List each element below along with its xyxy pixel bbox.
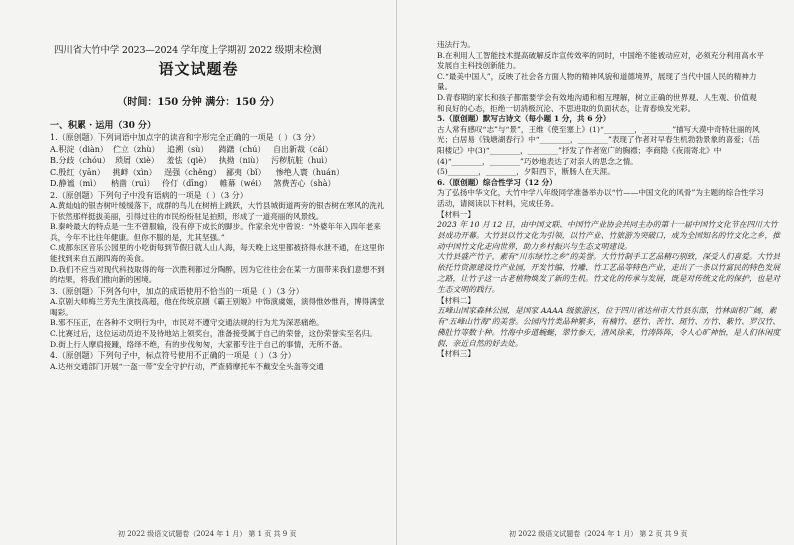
material-3-label: 【材料三】 xyxy=(437,349,475,359)
q2-option-d: D.我们不应当对现代科技取得的每一次胜利都过分陶醉，因为它往往会在某一方面带来我们意想不到的结果，将我们推向新的困境。 xyxy=(50,264,385,285)
q4-option-c: C.“最美中国人”，反映了社会各方面人物的精神风貌和道德境界，展现了当代中国人民的精神力量。 xyxy=(437,71,757,92)
section-heading: 一、积累 · 运用（30 分） xyxy=(50,121,157,131)
q4-option-a: A.达州交通部门开展“一盔一带”安全守护行动，严查骑摩托车不戴安全头盔等交通 xyxy=(50,361,324,371)
time-info: （时间：150 分钟 满分：150 分） xyxy=(117,97,280,108)
q4-option-d: D.青春期的家长和孩子都需要学会有效地沟通和相互理解，树立正确的世界观、人生观、价值观和良好的心态，拒绝一切消极沉沦、不思进取的负面状态，让青春焕发光彩。 xyxy=(437,92,757,113)
question-3: 3.（原创题）下列各句中，加点的成语使用不恰当的一项是（ ）（3 分） xyxy=(50,286,304,296)
right-page xyxy=(397,0,794,545)
page-footer: 初 2022 级语文试题卷（2024 年 1 月） 第 1 页 共 9 页 xyxy=(118,530,297,538)
q5-body: 古人常有感叹“志”与“景”，王维《使至塞上》(1)“________，________”描写大漠中奇特壮丽的风光；白居易《钱塘湖春行》中“________，________”表现了作者对早春生机勃勃景象的喜爱；《岳阳楼记》中(3)“________，________”抒发了作者宽广的胸襟；李商隐《夜雨寄北》中(4)“________，________”巧妙地表达了对亲人的思念之情。 xyxy=(437,124,760,166)
material-1-label: 【材料一】 xyxy=(437,209,475,219)
q1-option-a: A.积淀（diàn） 伫立（zhù） 追溯（sù） 踌躇（chú） 自出新裁（cái） xyxy=(50,144,333,154)
q3-option-b: B.邪不压正，在各种不文明行为中，市民对不遵守交通法规的行为尤为深恶痛绝。 xyxy=(50,318,324,328)
question-2: 2.（原创题）下列句子中没有语病的一项是（ ）（3 分） xyxy=(50,190,248,200)
page-title: 语文试题卷 xyxy=(158,60,239,78)
q4-option-a-cont: 违法行为。 xyxy=(437,40,475,49)
q3-option-c: C.比赛过后，这位运动员迫不及待地站上领奖台，准备接受属于自己的荣誉，这份荣誉实至名归。 xyxy=(50,329,377,339)
q4-option-b: B.在利用人工智能技术提高破解反诈宣传效率的同时，中国绝不能被动应对，必须充分利用高水平发展自主科技创新能力。 xyxy=(437,50,764,71)
q2-option-a: A.黄灿灿的银杏树叶缓缓落下，成群的鸟儿在树梢上跳跃，大竹县城街道两旁的银杏树在寒风的洗礼下依然那样挺拔美丽，引得过往的市民纷纷驻足拍照，形成了一道亮丽的风景线。 xyxy=(50,201,385,221)
page-footer-right: 初 2022 级语文试题卷（2024 年 1 月） 第 2 页 共 9 页 xyxy=(509,530,688,538)
q6-intro: 为了弘扬中华文化，大竹中学八年级同学准备举办以“竹——中国文化的风骨”为主题的综合性学习活动，请阅读以下材料，完成任务。 xyxy=(437,188,764,208)
q3-option-a: A.京剧大师梅兰芳先生演技高超，他在传统京剧《霸王别姬》中饰演虞姬，演得惟妙惟肖，博得满堂喝彩。 xyxy=(50,297,385,317)
question-6: 6.（原创题）综合性学习（12 分） xyxy=(437,177,557,187)
question-4: 4.（原创题）下列句子中，标点符号使用不正确的一项是（ ）（3 分） xyxy=(50,351,296,361)
q3-option-d: D.街上行人摩肩接踵，络绎不绝，有的步伐匆匆，大家都专注于自己的事情，无所不备。 xyxy=(50,339,347,349)
q1-option-d: D.静谧（mì） 枘凿（ruì） 伶仃（dīng） 帷幕（wéi） 煞费苦心（shà） xyxy=(50,179,336,188)
q2-option-b: B.秦岭最大的特点是一生不曾服输，没有停下成长的脚步。作家余光中曾说：“外婆年年入四年老来兵，今年不比往年健康。但你不服的是，尤其坚强。” xyxy=(50,222,381,242)
question-5: 5.（原创题）默写古诗文（每小题 1 分，共 6 分） xyxy=(437,114,611,124)
exam-header: 四川省大竹中学 2023—2024 学年度上学期初 2022 级期末检测 xyxy=(54,45,322,56)
material-2-text: 五峰山国家森林公园，是国家 AAAA 级旅游区，位于四川省达州市大竹县东部，竹林面积广阔，素有“五峰山竹海”的美誉。公园内竹类品种繁多，有楠竹、慈竹、苦竹、斑竹、方竹、紫竹、罗汉竹、佛肚竹等数十种。竹海中步道蜿蜒，翠竹参天，清风徐来，竹涛阵阵，令人心旷神怡，是人们休闲度假、亲近自然的好去处。 xyxy=(437,306,781,348)
material-1-text: 2023 年 10 月 12 日，由中国文联、中国竹产业协会共同主办的第十一届中国竹文化节在四川大竹县成功开幕。大竹县以竹文化为引领，以竹产业、竹旅游为突破口，成为全国知名的竹文化之乡，推动中国竹文化走向世界，助力乡村振兴与生态文明建设。 xyxy=(437,220,781,251)
q2-option-c: C.成都东区音乐公园里的小吃街每到节假日就人山人海，每天晚上这里都被挤得水泄不通，在这里你能找到来自五湖四海的美食。 xyxy=(50,243,385,263)
question-1: 1.（原创题）下列词语中加点字的读音和字形完全正确的一项是（ ）（3 分） xyxy=(50,133,320,142)
q5-item-5: (5)________，________，夕阳西下，断肠人在天涯。 xyxy=(437,167,615,177)
material-1-text-2: 大竹县盛产竹子，素有“川东绿竹之乡”的美誉。大竹竹制手工艺品精巧别致，深受人们喜爱。大竹县依托竹资源建设竹产业园，开发竹编、竹雕、竹工艺品等特色产业，走出了一条以竹富民的特色发展之路，让竹子这一古老植物焕发了新的生机。竹文化的传承与发展，既是对传统文化的保护，也是对生态文明的践行。 xyxy=(437,252,781,294)
q1-option-b: B.分歧（chóu） 琐屑（xiè） 羞怯（qiè） 执拗（niù） 污秽肮脏（huì） xyxy=(50,156,332,165)
material-2-label: 【材料二】 xyxy=(437,295,475,305)
q1-option-c: C.殷红（yān） 挑衅（xìn） 逞强（chěng） 鄙夷（bǐ） 惨绝人寰（huán） xyxy=(50,167,345,177)
